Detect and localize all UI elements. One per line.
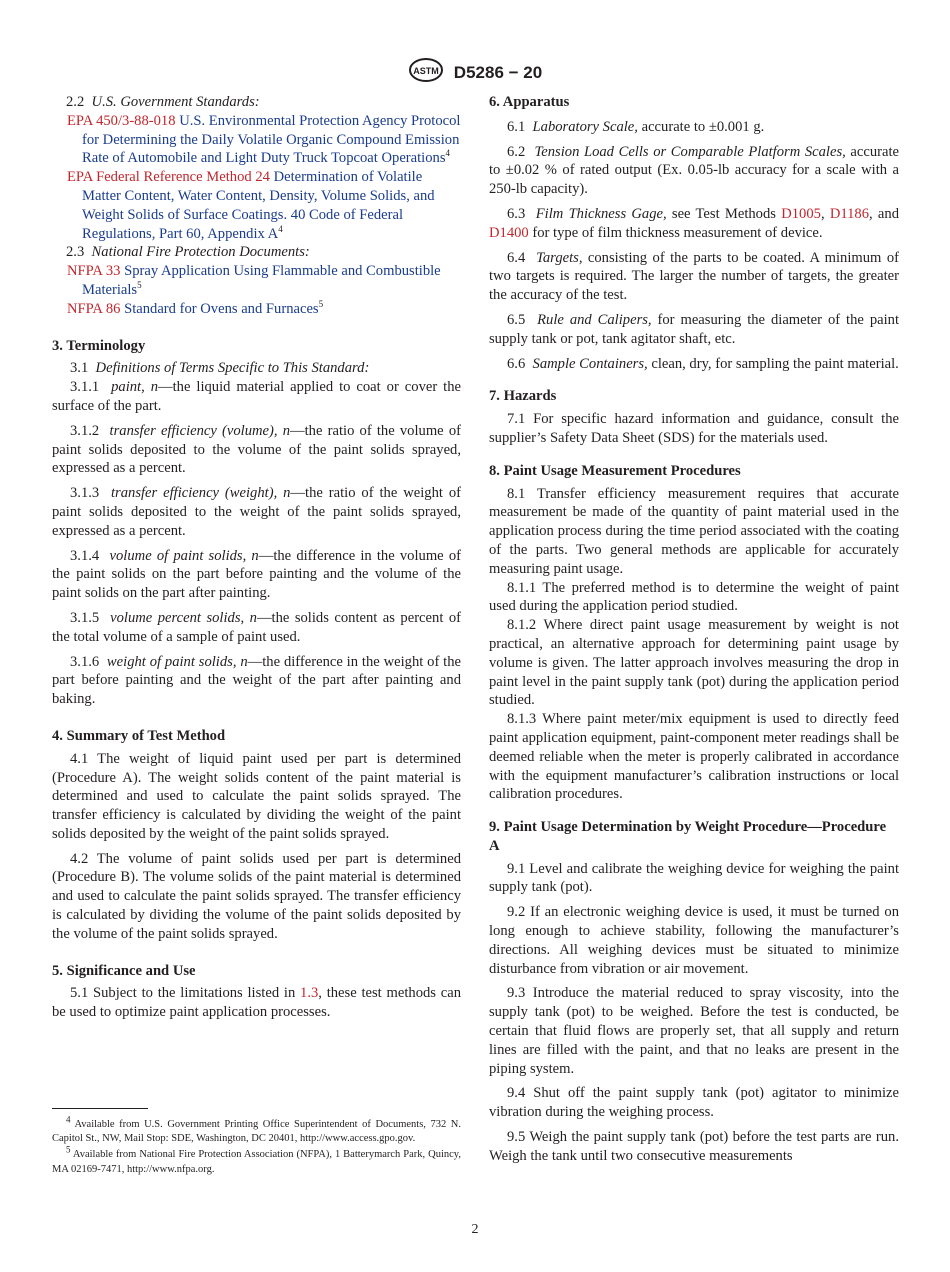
paragraph-9-5: 9.5 Weigh the paint supply tank (pot) before the test parts are run. Weigh the tank until two consecutive measurements xyxy=(489,1129,899,1164)
document-designation: D5286 − 20 xyxy=(453,62,543,82)
paragraph-3-1: 3.1 Definitions of Terms Specific to This Standard: xyxy=(70,360,370,377)
right-column xyxy=(489,93,899,1166)
paragraph-8-1-2: 8.1.2 Where direct paint usage measurement by weight is not practical, an alternative approach for determining paint usage by volume is given. The latter approach involves measuring the drop in paint level in the paint supply tank (pot) during the application period studied. xyxy=(489,617,899,709)
link-d1186[interactable]: D1186 xyxy=(829,205,870,222)
paragraph-4-2: 4.2 The volume of paint solids used per part is determined (Procedure B). The volume solids of the paint material is determined and used to calculate the paint solids sprayed. The transfer efficiency is calculated by dividing the volume of the paint solids deposited by the volume of the paint solids sprayed. xyxy=(52,850,461,942)
reference-nfpa-86[interactable]: NFPA 86 Standard for Ovens and Furnaces$^5$ xyxy=(67,298,324,317)
link-d1005[interactable]: D1005 xyxy=(781,205,821,222)
section-2-2-title: 2.2 U.S. Government Standards: xyxy=(66,94,260,110)
paragraph-8-1-1: 8.1.1 The preferred method is to determine the weight of paint used during the application period studied. xyxy=(489,579,899,615)
paragraph-9-2: 9.2 If an electronic weighing device is used, it must be turned on long enough to achieve stability, following the manufacturer’s directions. All weighing devices must be situated to minimize disturbance from vibration or air movement. xyxy=(489,904,899,977)
section-2-3-title: 2.3 National Fire Protection Documents: xyxy=(66,244,310,261)
paragraph-7-1: 7.1 For specific hazard information and guidance, consult the supplier’s Safety Data Sheet (SDS) for the materials used. xyxy=(489,411,899,446)
footnote-5: $^5$ Available from National Fire Protection Association (NFPA), 1 Batterymarch Park, Quincy, MA 02169-7471, http://www.nfpa.org. xyxy=(52,1144,461,1175)
definition-3-1-4: 3.1.4 volume of paint solids, n—the difference in the volume of the paint solids on the part before painting and the volume of the paint solids on the part after painting. xyxy=(52,547,461,602)
reference-epa-450[interactable]: EPA 450/3-88-018 U.S. Environmental Protection Agency Protocol for Determining the Daily Volatile Organic Compound Emission Rate of Automobile and Light Duty Truck Topcoat Operations$^4$ xyxy=(67,112,461,167)
link-d1400[interactable]: D1400 xyxy=(489,224,529,241)
paragraph-6-2: 6.2 Tension Load Cells or Comparable Platform Scales, accurate to ±0.02 % of rated output (Ex. 0.05-lb accuracy for a scale with a 250-lb capacity). xyxy=(489,143,900,198)
definition-3-1-6: 3.1.6 weight of paint solids, n—the difference in the weight of the part before painting and the weight of the part after painting and baking. xyxy=(52,653,462,708)
section-3-heading: 3. Terminology xyxy=(52,337,146,354)
definition-3-1-1: 3.1.1 paint, n—the liquid material applied to coat or cover the surface of the part. xyxy=(52,379,461,414)
definition-3-1-3: 3.1.3 transfer efficiency (weight), n—the ratio of the weight of paint solids deposited to the weight of the paint solids sprayed, expressed as a percent. xyxy=(52,485,461,539)
reference-epa-method-24[interactable]: EPA Federal Reference Method 24 Determination of Volatile Matter Content, Water Content, Density, Volume Solids, and Weight Solids of Surface Coatings. 40 Code of Federal Regulations, Part 60, Appendix $A^4$ xyxy=(67,169,435,242)
footnote-divider xyxy=(52,1108,148,1109)
paragraph-6-5: 6.5 Rule and Calipers, for measuring the diameter of the paint supply tank or pot, tank agitator shaft, etc. xyxy=(489,311,899,347)
paragraph-8-1-3: 8.1.3 Where paint meter/mix equipment is used to directly feed paint application equipment, paint-component meter readings shall be deemed reliable when the meter is properly calibrated in accordance with the equipment manufacturer’s calibration instructions or local calibration procedures. xyxy=(489,711,899,803)
paragraph-6-1: 6.1 Laboratory Scale, accurate to ±0.001 g. xyxy=(507,118,765,135)
footnotes xyxy=(52,1114,461,1179)
paragraph-9-1: 9.1 Level and calibrate the weighing device for weighing the paint supply tank (pot). xyxy=(489,860,899,896)
section-7-heading: 7. Hazards xyxy=(489,388,557,405)
section-5-heading: 5. Significance and Use xyxy=(52,962,196,979)
definition-3-1-2: 3.1.2 transfer efficiency (volume), n—the ratio of the volume of paint solids deposited to the volume of the paint solids sprayed, expressed as a percent. xyxy=(52,422,461,477)
page-header xyxy=(0,58,950,87)
section-8-heading: 8. Paint Usage Measurement Procedures xyxy=(489,462,741,479)
astm-logo-icon xyxy=(408,58,444,87)
footnote-4: $^4$ Available from U.S. Government Printing Office Superintendent of Documents, 732 N. Capitol St., NW, Mail Stop: SDE, Washington, DC 20401, http://www.access.gpo.gov. xyxy=(52,1114,461,1145)
section-6-heading: 6. Apparatus xyxy=(489,94,570,110)
paragraph-9-3: 9.3 Introduce the material reduced to spray viscosity, into the supply tank (pot) to be weighed. Before the test is conducted, be certain that fluid flows are properly set, that all supply and return lines are filled with the paint, and that no leaks are present in the piping system. xyxy=(489,985,899,1077)
page-number: 2 xyxy=(471,1222,479,1237)
section-4-heading: 4. Summary of Test Method xyxy=(52,727,226,744)
paragraph-9-4: 9.4 Shut off the paint supply tank (pot) agitator to minimize vibration during the weighing process. xyxy=(489,1085,899,1121)
svg-text:ASTM: ASTM xyxy=(413,66,439,76)
paragraph-4-1: 4.1 The weight of liquid paint used per part is determined (Procedure A). The weight solids content of the paint material is determined and used to calculate the paint solids sprayed. The transfer efficiency is calculated by dividing the weight of the paint solids deposited by the weight of the paint solids sprayed. xyxy=(52,750,461,842)
paragraph-5-1: 5.1 Subject to the limitations listed in 1.3, these test methods can be used to optimize paint application processes. xyxy=(52,985,461,1021)
paragraph-6-6: 6.6 Sample Containers, clean, dry, for sampling the paint material. xyxy=(507,355,899,372)
section-1-3-link[interactable]: 1.3 xyxy=(300,985,319,1002)
paragraph-6-3: 6.3 Film Thickness Gage, see Test Methods D1005, D1186, and D1400 for type of film thickness measurement of device. xyxy=(489,205,900,241)
definition-3-1-5: 3.1.5 volume percent solids, n—the solids content as percent of the total volume of a sample of paint used. xyxy=(52,609,461,645)
left-column xyxy=(52,93,461,1022)
paragraph-6-4: 6.4 Targets, consisting of the parts to be coated. A minimum of two targets is required. The larger the number of targets, the greater the accuracy of the test. xyxy=(489,249,899,304)
section-9-heading: 9. Paint Usage Determination by Weight Procedure—Procedure A xyxy=(489,819,887,854)
paragraph-8-1: 8.1 Transfer efficiency measurement requires that accurate measurement be made of the quantity of paint material used in the application process during the time period associated with the coating of the parts. Two general methods are applicable for accurately measuring paint usage. xyxy=(489,485,899,577)
reference-nfpa-33[interactable]: NFPA 33 Spray Application Using Flammable and Combustible Materials$^5$ xyxy=(67,263,441,298)
